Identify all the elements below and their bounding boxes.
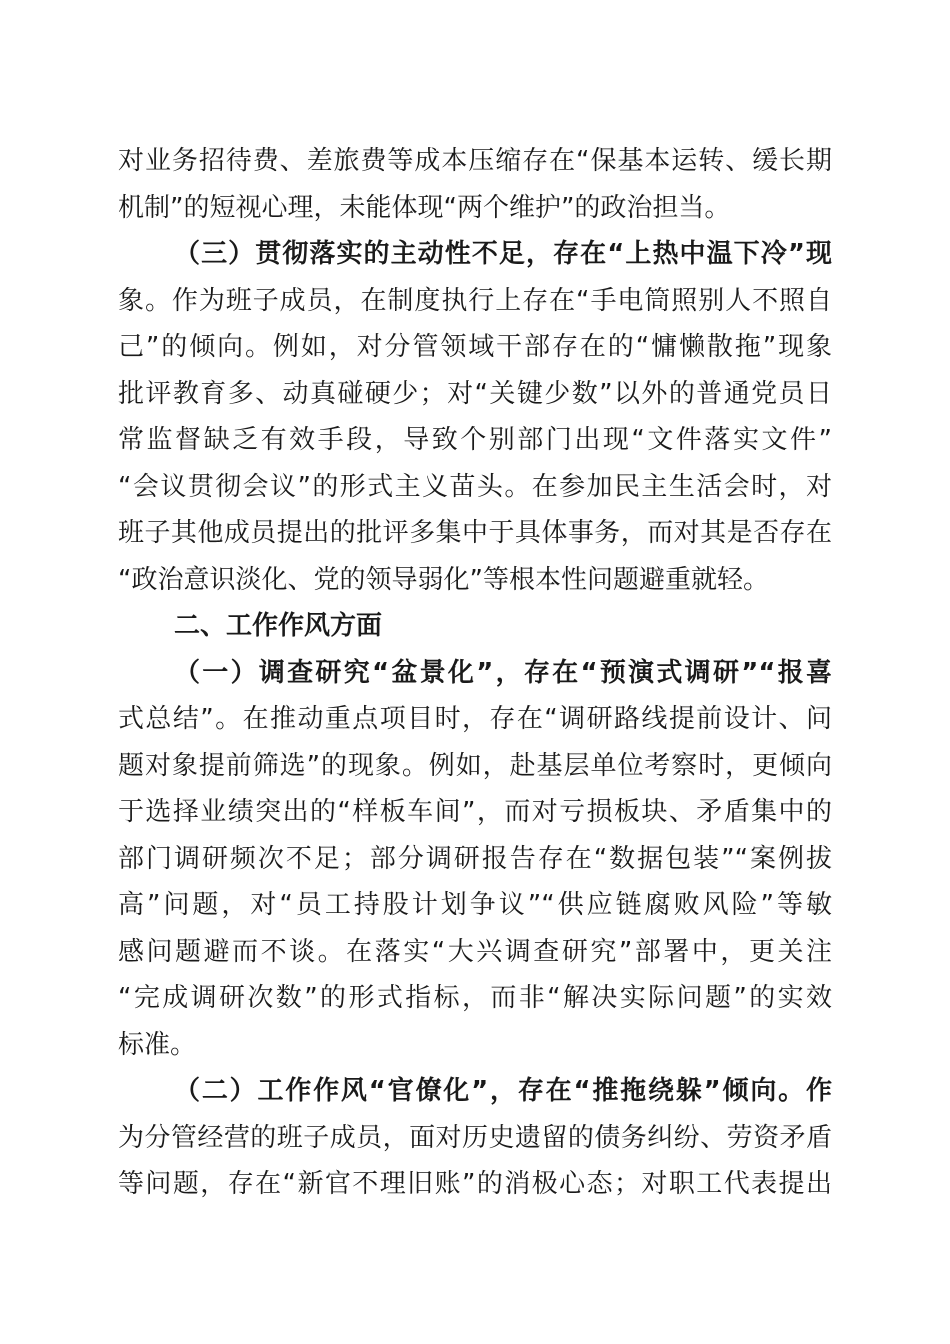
body-text-line: 于选择业绩突出的“样板车间”，而对亏损板块、矛盾集中的	[118, 797, 832, 827]
body-text-line: “完成调研次数”的形式指标，而非“解决实际问题”的实效	[118, 983, 832, 1013]
body-text-line: 为分管经营的班子成员，面对历史遗留的债务纠纷、劳资矛盾	[118, 1123, 832, 1153]
subheading-1-line: （一）调查研究“盆景化”，存在“预演式调研”“报喜	[174, 658, 832, 688]
body-text-line: 感问题避而不谈。在落实“大兴调查研究”部署中，更关注	[118, 937, 832, 967]
body-text-line: 高”问题，对“员工持股计划争议”“供应链腐败风险”等敏	[118, 890, 832, 920]
body-text-line: 式总结”。在推动重点项目时，存在“调研路线提前设计、问	[118, 704, 832, 734]
body-text-line: 己”的倾向。例如，对分管领域干部存在的“慵懒散拖”现象	[118, 332, 832, 362]
body-text-line: “政治意识淡化、党的领导弱化”等根本性问题避重就轻。	[118, 565, 769, 595]
subheading-2-line: （二）工作作风“官僚化”，存在“推拖绕躲”倾向。作	[174, 1076, 832, 1106]
body-text-line: 等问题，存在“新官不理旧账”的消极心态；对职工代表提出	[118, 1169, 832, 1199]
section-heading: 二、工作作风方面	[174, 611, 383, 641]
body-text-line: 常监督缺乏有效手段，导致个别部门出现“文件落实文件”	[118, 425, 832, 455]
body-text-line: 机制”的短视心理，未能体现“两个维护”的政治担当。	[118, 193, 731, 223]
body-text-line: 题对象提前筛选”的现象。例如，赴基层单位考察时，更倾向	[118, 751, 832, 781]
body-text-line: 对业务招待费、差旅费等成本压缩存在“保基本运转、缓长期	[118, 146, 832, 176]
body-text-line: “会议贯彻会议”的形式主义苗头。在参加民主生活会时，对	[118, 472, 832, 502]
body-text-line: 象。作为班子成员，在制度执行上存在“手电筒照别人不照自	[118, 286, 832, 316]
body-text-line: 批评教育多、动真碰硬少；对“关键少数”以外的普通党员日	[118, 379, 832, 409]
subheading-3-line: （三）贯彻落实的主动性不足，存在“上热中温下冷”现	[174, 239, 832, 269]
body-text-line: 标准。	[118, 1030, 197, 1060]
body-text-line: 班子其他成员提出的批评多集中于具体事务，而对其是否存在	[118, 518, 832, 548]
body-text-line: 部门调研频次不足；部分调研报告存在“数据包装”“案例拔	[118, 844, 832, 874]
